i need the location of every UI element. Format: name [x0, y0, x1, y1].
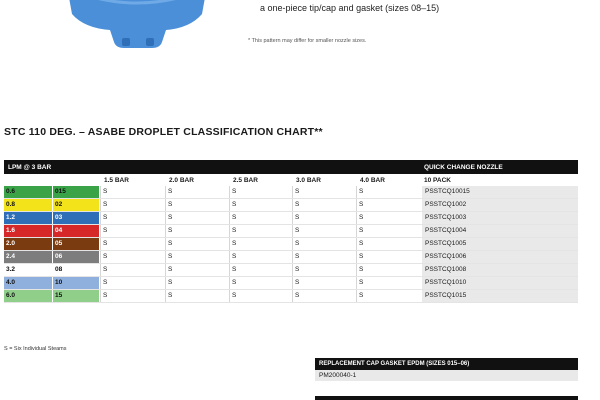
droplet-class-cell: S — [229, 225, 293, 237]
droplet-class-cell: S — [100, 212, 164, 224]
pressure-label: 4.0 BAR — [360, 177, 385, 184]
droplet-class-cell: S — [356, 251, 420, 263]
lpm-cell: 3.2 — [4, 264, 52, 276]
lpm-header: LPM @ 3 BAR — [8, 164, 52, 171]
droplet-class-cell: S — [229, 238, 293, 250]
footnote: S = Six Individual Steams — [4, 346, 67, 352]
lpm-cell: 0.6 — [4, 186, 52, 198]
pattern-note: * This pattern may differ for smaller nozzle sizes. — [248, 38, 367, 44]
droplet-class-cell: S — [100, 199, 164, 211]
pressure-label: 3.0 BAR — [296, 177, 321, 184]
droplet-class-cell: S — [356, 238, 420, 250]
droplet-class-cell: S — [165, 277, 229, 289]
droplet-class-cell: S — [229, 251, 293, 263]
pressure-header-row — [4, 174, 578, 186]
part-number-cell: PSSTCQ1002 — [422, 199, 578, 211]
gasket-table — [315, 358, 578, 381]
gasket-part-number: PM200040-1 — [315, 370, 578, 381]
table-row — [4, 212, 578, 225]
droplet-class-cell: S — [229, 264, 293, 276]
table-row — [4, 225, 578, 238]
droplet-class-cell: S — [229, 290, 293, 302]
droplet-class-cell: S — [292, 238, 356, 250]
part-number-cell: PSSTCQ1004 — [422, 225, 578, 237]
droplet-class-cell: S — [229, 199, 293, 211]
part-number-cell: PSSTCQ1006 — [422, 251, 578, 263]
chart-title: STC 110 DEG. – ASABE DROPLET CLASSIFICATION CHART** — [4, 126, 323, 138]
droplet-class-cell: S — [356, 212, 420, 224]
pack-label: 10 PACK — [424, 177, 451, 184]
lpm-cell: 0.8 — [4, 199, 52, 211]
droplet-class-cell: S — [165, 264, 229, 276]
size-code-cell: 04 — [53, 225, 99, 237]
droplet-class-cell: S — [100, 264, 164, 276]
droplet-class-cell: S — [165, 186, 229, 198]
droplet-class-cell: S — [292, 251, 356, 263]
droplet-class-cell: S — [100, 225, 164, 237]
droplet-class-cell: S — [100, 251, 164, 263]
droplet-class-cell: S — [292, 199, 356, 211]
droplet-class-cell: S — [100, 186, 164, 198]
droplet-class-cell: S — [165, 238, 229, 250]
size-code-cell: 15 — [53, 290, 99, 302]
droplet-class-cell: S — [356, 277, 420, 289]
droplet-class-cell: S — [165, 199, 229, 211]
lpm-cell: 6.0 — [4, 290, 52, 302]
droplet-class-cell: S — [165, 212, 229, 224]
size-code-cell: 015 — [53, 186, 99, 198]
droplet-class-cell: S — [356, 290, 420, 302]
part-number-cell: PSSTCQ1008 — [422, 264, 578, 276]
droplet-class-cell: S — [100, 238, 164, 250]
table-row — [4, 251, 578, 264]
lpm-cell: 2.0 — [4, 238, 52, 250]
quick-change-header: QUICK CHANGE NOZZLE — [424, 164, 503, 171]
droplet-class-cell: S — [292, 277, 356, 289]
droplet-class-cell: S — [356, 199, 420, 211]
droplet-class-cell: S — [356, 264, 420, 276]
next-table-header-bar — [315, 396, 578, 400]
droplet-class-cell: S — [292, 225, 356, 237]
droplet-class-cell: S — [292, 186, 356, 198]
droplet-class-cell: S — [229, 212, 293, 224]
droplet-class-cell: S — [356, 186, 420, 198]
size-code-cell: 06 — [53, 251, 99, 263]
gasket-header: REPLACEMENT CAP GASKET EPDM (SIZES 015–06) — [315, 358, 578, 370]
droplet-class-cell: S — [229, 186, 293, 198]
nozzle-product-image — [62, 0, 212, 50]
table-row — [4, 264, 578, 277]
droplet-class-cell: S — [292, 290, 356, 302]
size-code-cell: 02 — [53, 199, 99, 211]
droplet-class-cell: S — [356, 225, 420, 237]
table-row — [4, 238, 578, 251]
part-number-cell: PSSTCQ1015 — [422, 290, 578, 302]
droplet-class-cell: S — [229, 277, 293, 289]
part-number-cell: PSSTCQ1003 — [422, 212, 578, 224]
droplet-class-cell: S — [100, 290, 164, 302]
part-number-cell: PSSTCQ1010 — [422, 277, 578, 289]
droplet-class-cell: S — [165, 290, 229, 302]
part-number-cell: PSSTCQ1005 — [422, 238, 578, 250]
pressure-label: 2.5 BAR — [233, 177, 258, 184]
size-code-cell: 03 — [53, 212, 99, 224]
lpm-cell: 1.6 — [4, 225, 52, 237]
droplet-class-cell: S — [165, 251, 229, 263]
table-row — [4, 277, 578, 290]
droplet-class-cell: S — [100, 277, 164, 289]
size-code-cell: 08 — [53, 264, 99, 276]
size-code-cell: 05 — [53, 238, 99, 250]
pressure-label: 2.0 BAR — [169, 177, 194, 184]
table-row — [4, 186, 578, 199]
product-tagline: a one-piece tip/cap and gasket (sizes 08–15) — [260, 3, 440, 13]
part-number-cell: PSSTCQ10015 — [422, 186, 578, 198]
droplet-class-cell: S — [292, 264, 356, 276]
size-code-cell: 10 — [53, 277, 99, 289]
table-header — [4, 160, 578, 174]
lpm-cell: 1.2 — [4, 212, 52, 224]
table-row — [4, 290, 578, 303]
table-row — [4, 199, 578, 212]
droplet-class-cell: S — [292, 212, 356, 224]
droplet-classification-table — [4, 160, 578, 303]
lpm-cell: 2.4 — [4, 251, 52, 263]
droplet-class-cell: S — [165, 225, 229, 237]
table-body — [4, 186, 578, 303]
lpm-cell: 4.0 — [4, 277, 52, 289]
pressure-label: 1.5 BAR — [104, 177, 129, 184]
